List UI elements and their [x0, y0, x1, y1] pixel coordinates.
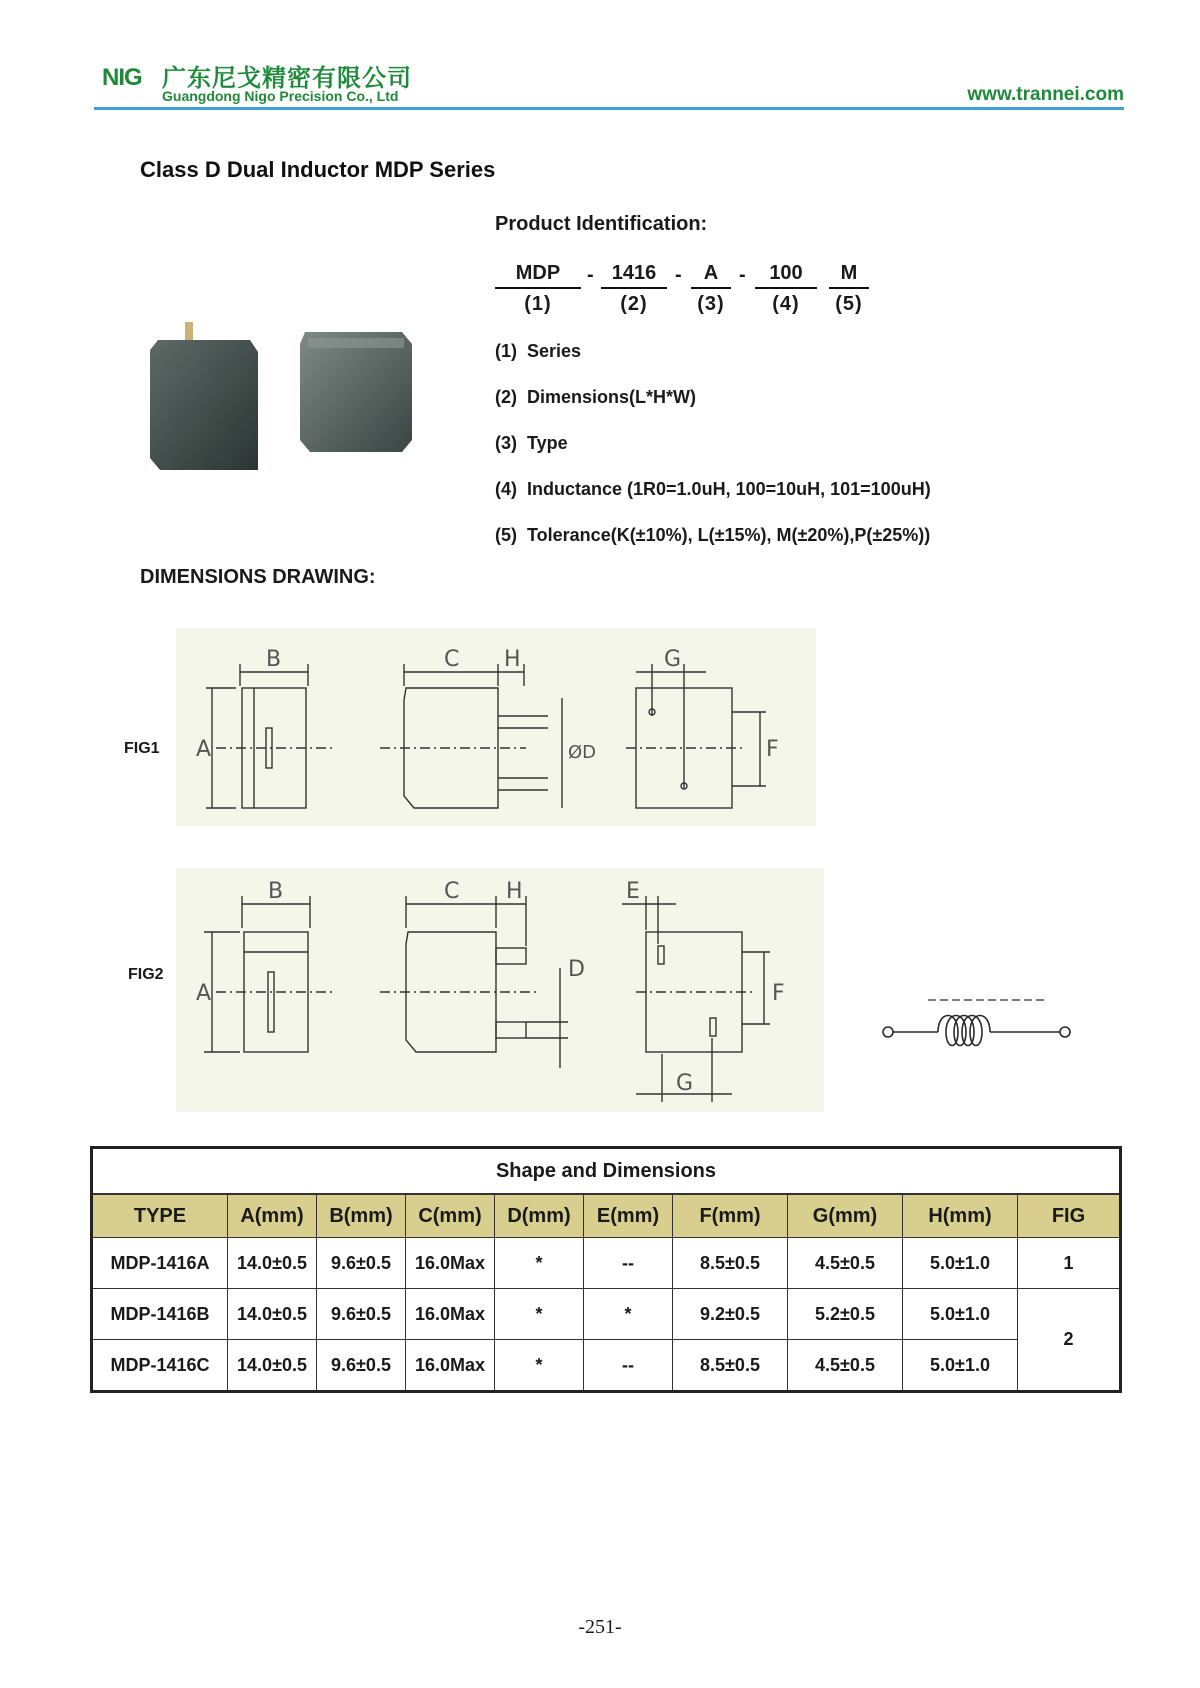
- inductor-symbol: [880, 990, 1090, 1060]
- item-number: (1): [495, 341, 517, 361]
- dim-label: C: [444, 879, 460, 904]
- code-separator: -: [587, 264, 594, 286]
- code-value: MDP: [495, 262, 581, 289]
- dim-label: F: [766, 737, 779, 762]
- code-index: (3): [697, 293, 725, 315]
- column-header: G(mm): [788, 1194, 903, 1238]
- table-cell: 16.0Max: [406, 1340, 495, 1392]
- fig1-label: FIG1: [124, 740, 160, 757]
- table-title: Shape and Dimensions: [92, 1148, 1121, 1195]
- code-index: (2): [620, 293, 648, 315]
- item-text: Type: [527, 433, 568, 453]
- dim-label: C: [444, 647, 460, 672]
- code-index: (1): [524, 293, 552, 315]
- item-text: Inductance (1R0=1.0uH, 100=10uH, 101=100uH): [527, 479, 931, 499]
- product-identification-title: Product Identification:: [495, 213, 708, 235]
- product-photo: [140, 320, 440, 480]
- company-logo: [102, 58, 522, 106]
- table-cell: 5.0±1.0: [903, 1340, 1018, 1392]
- table-cell: MDP-1416C: [92, 1340, 228, 1392]
- item-number: (2): [495, 387, 517, 407]
- code-value: M: [829, 262, 869, 289]
- dim-label: F: [772, 981, 785, 1006]
- table-cell: 4.5±0.5: [788, 1238, 903, 1289]
- logo-mark: NIG: [102, 64, 142, 91]
- table-row: [92, 1340, 1121, 1392]
- dim-label: B: [266, 647, 282, 672]
- table-cell: 9.6±0.5: [317, 1238, 406, 1289]
- table-cell: --: [584, 1238, 673, 1289]
- table-cell: *: [495, 1289, 584, 1340]
- item-text: Series: [527, 341, 582, 361]
- table-cell: MDP-1416A: [92, 1238, 228, 1289]
- table-cell: 14.0±0.5: [228, 1289, 317, 1340]
- table-cell: *: [495, 1340, 584, 1392]
- identification-item: [495, 340, 1055, 386]
- table-cell: 2: [1018, 1289, 1121, 1392]
- column-header: A(mm): [228, 1194, 317, 1238]
- code-dimensions: [601, 262, 667, 316]
- table-cell: 5.2±0.5: [788, 1289, 903, 1340]
- table-cell: 14.0±0.5: [228, 1340, 317, 1392]
- code-value: 100: [755, 262, 817, 289]
- identification-item: [495, 524, 1055, 570]
- table-cell: 1: [1018, 1238, 1121, 1289]
- table-cell: 16.0Max: [406, 1238, 495, 1289]
- column-header: FIG: [1018, 1194, 1121, 1238]
- table-cell: 9.2±0.5: [673, 1289, 788, 1340]
- dim-label: E: [626, 879, 640, 904]
- item-text: Dimensions(L*H*W): [527, 387, 697, 407]
- dim-label: ØD: [568, 742, 597, 763]
- item-number: (5): [495, 525, 517, 545]
- code-value: A: [691, 262, 731, 289]
- dim-label: H: [506, 879, 523, 904]
- table-row: [92, 1289, 1121, 1340]
- dim-label: A: [196, 737, 212, 762]
- code-inductance: [755, 262, 817, 316]
- column-header: TYPE: [92, 1194, 228, 1238]
- table-cell: 5.0±1.0: [903, 1238, 1018, 1289]
- code-separator: -: [675, 264, 682, 286]
- identification-item: [495, 386, 1055, 432]
- column-header: E(mm): [584, 1194, 673, 1238]
- column-header: D(mm): [495, 1194, 584, 1238]
- column-header: C(mm): [406, 1194, 495, 1238]
- identification-item: [495, 432, 1055, 478]
- code-index: (5): [835, 293, 863, 315]
- table-cell: 9.6±0.5: [317, 1340, 406, 1392]
- company-name-en: Guangdong Nigo Precision Co., Ltd: [162, 88, 399, 104]
- table-row: [92, 1238, 1121, 1289]
- dim-label: A: [196, 981, 212, 1006]
- table-cell: 9.6±0.5: [317, 1289, 406, 1340]
- code-tolerance: [829, 262, 869, 316]
- table-cell: 8.5±0.5: [673, 1238, 788, 1289]
- code-type: [691, 262, 731, 316]
- column-header: H(mm): [903, 1194, 1018, 1238]
- identification-item: [495, 478, 1055, 524]
- fig1-drawing: [176, 628, 816, 826]
- code-index: (4): [772, 293, 800, 315]
- header-divider: [94, 107, 1124, 110]
- dim-label: G: [676, 1071, 694, 1096]
- code-series: [495, 262, 581, 316]
- table-cell: MDP-1416B: [92, 1289, 228, 1340]
- dimensions-drawing-title: DIMENSIONS DRAWING:: [140, 566, 376, 588]
- part-number-code: [495, 262, 915, 322]
- fig2-label: FIG2: [128, 966, 164, 983]
- column-header: B(mm): [317, 1194, 406, 1238]
- website-link[interactable]: www.trannei.com: [967, 84, 1124, 105]
- table-cell: *: [584, 1289, 673, 1340]
- table-cell: --: [584, 1340, 673, 1392]
- table-cell: 4.5±0.5: [788, 1340, 903, 1392]
- column-header: F(mm): [673, 1194, 788, 1238]
- dim-label: G: [664, 647, 682, 672]
- item-text: Tolerance(K(±10%), L(±15%), M(±20%),P(±25%)): [527, 525, 931, 545]
- table-cell: 14.0±0.5: [228, 1238, 317, 1289]
- page-number: -251-: [578, 1616, 622, 1638]
- dim-label: H: [504, 647, 521, 672]
- item-number: (3): [495, 433, 517, 453]
- shape-dimensions-table: [90, 1146, 1122, 1393]
- table-cell: 8.5±0.5: [673, 1340, 788, 1392]
- code-value: 1416: [601, 262, 667, 289]
- table-cell: 5.0±1.0: [903, 1289, 1018, 1340]
- company-name-cn: 广东尼戈精密有限公司: [162, 63, 412, 92]
- dim-label: D: [568, 957, 585, 982]
- identification-list: [495, 340, 1055, 570]
- page-title: Class D Dual Inductor MDP Series: [140, 157, 496, 182]
- dim-label: B: [268, 879, 284, 904]
- table-cell: 16.0Max: [406, 1289, 495, 1340]
- table-cell: *: [495, 1238, 584, 1289]
- item-number: (4): [495, 479, 517, 499]
- code-separator: -: [739, 264, 746, 286]
- fig2-drawing: [176, 868, 824, 1112]
